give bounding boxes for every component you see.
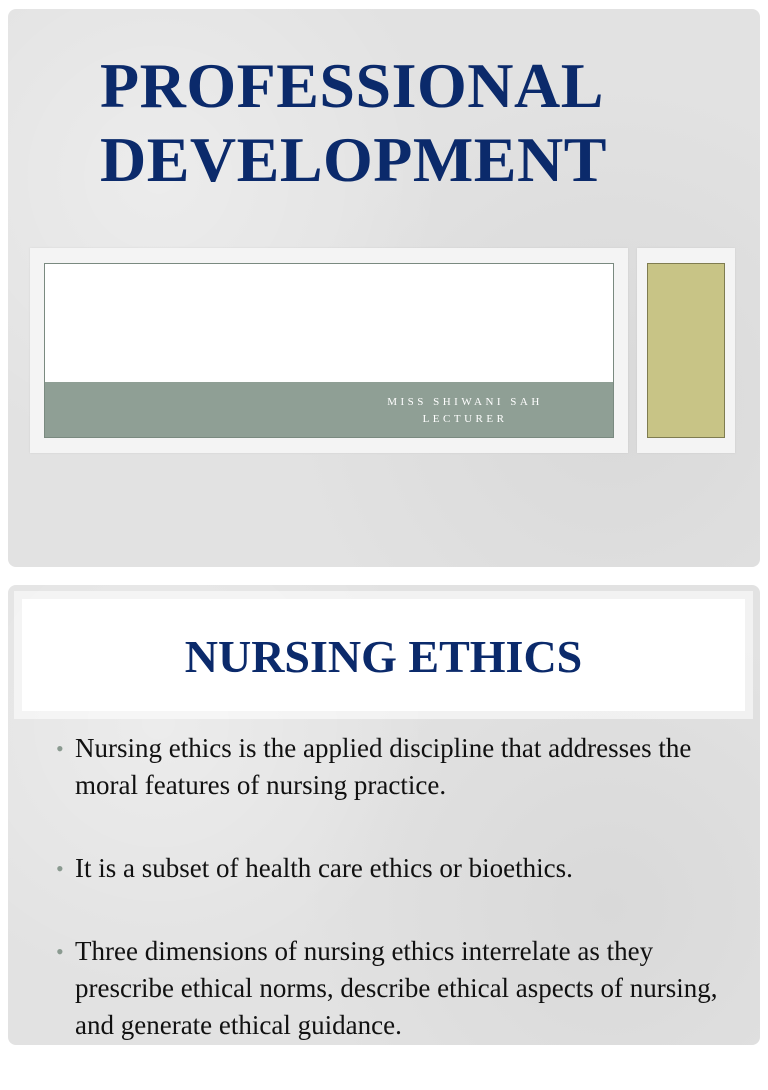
slide-nursing-ethics bbox=[8, 585, 760, 1045]
bullet-item bbox=[56, 850, 736, 887]
accent-frame bbox=[637, 248, 735, 453]
slide-heading: NURSING ETHICS bbox=[184, 631, 583, 682]
subtitle-band bbox=[45, 382, 613, 437]
presenter-name: MISS SHIWANI SAH bbox=[387, 396, 543, 408]
bullet-icon: • bbox=[56, 939, 64, 964]
title-line-1: PROFESSIONAL bbox=[100, 50, 604, 121]
title-line-2: DEVELOPMENT bbox=[100, 124, 607, 195]
bullet-text: It is a subset of health care ethics or bioethics. bbox=[75, 853, 573, 883]
bullet-item bbox=[56, 730, 736, 804]
subtitle-panel bbox=[44, 263, 614, 438]
subtitle-frame bbox=[30, 248, 628, 453]
bullet-text: Nursing ethics is the applied discipline that addresses the moral features of nursing practice. bbox=[75, 733, 692, 800]
slide-title bbox=[8, 9, 760, 567]
bullet-icon: • bbox=[56, 736, 64, 761]
presenter-role: LECTURER bbox=[422, 413, 508, 425]
bullet-icon: • bbox=[56, 856, 64, 881]
heading-box bbox=[22, 599, 745, 711]
bullet-item bbox=[56, 933, 736, 1044]
bullet-list bbox=[56, 730, 736, 1090]
slide-title-heading bbox=[100, 49, 700, 197]
presenter-info bbox=[345, 394, 585, 428]
bullet-text: Three dimensions of nursing ethics interrelate as they prescribe ethical norms, describe ethical aspects of nursing, and generate ethical guidance. bbox=[75, 936, 718, 1040]
accent-block bbox=[647, 263, 725, 438]
